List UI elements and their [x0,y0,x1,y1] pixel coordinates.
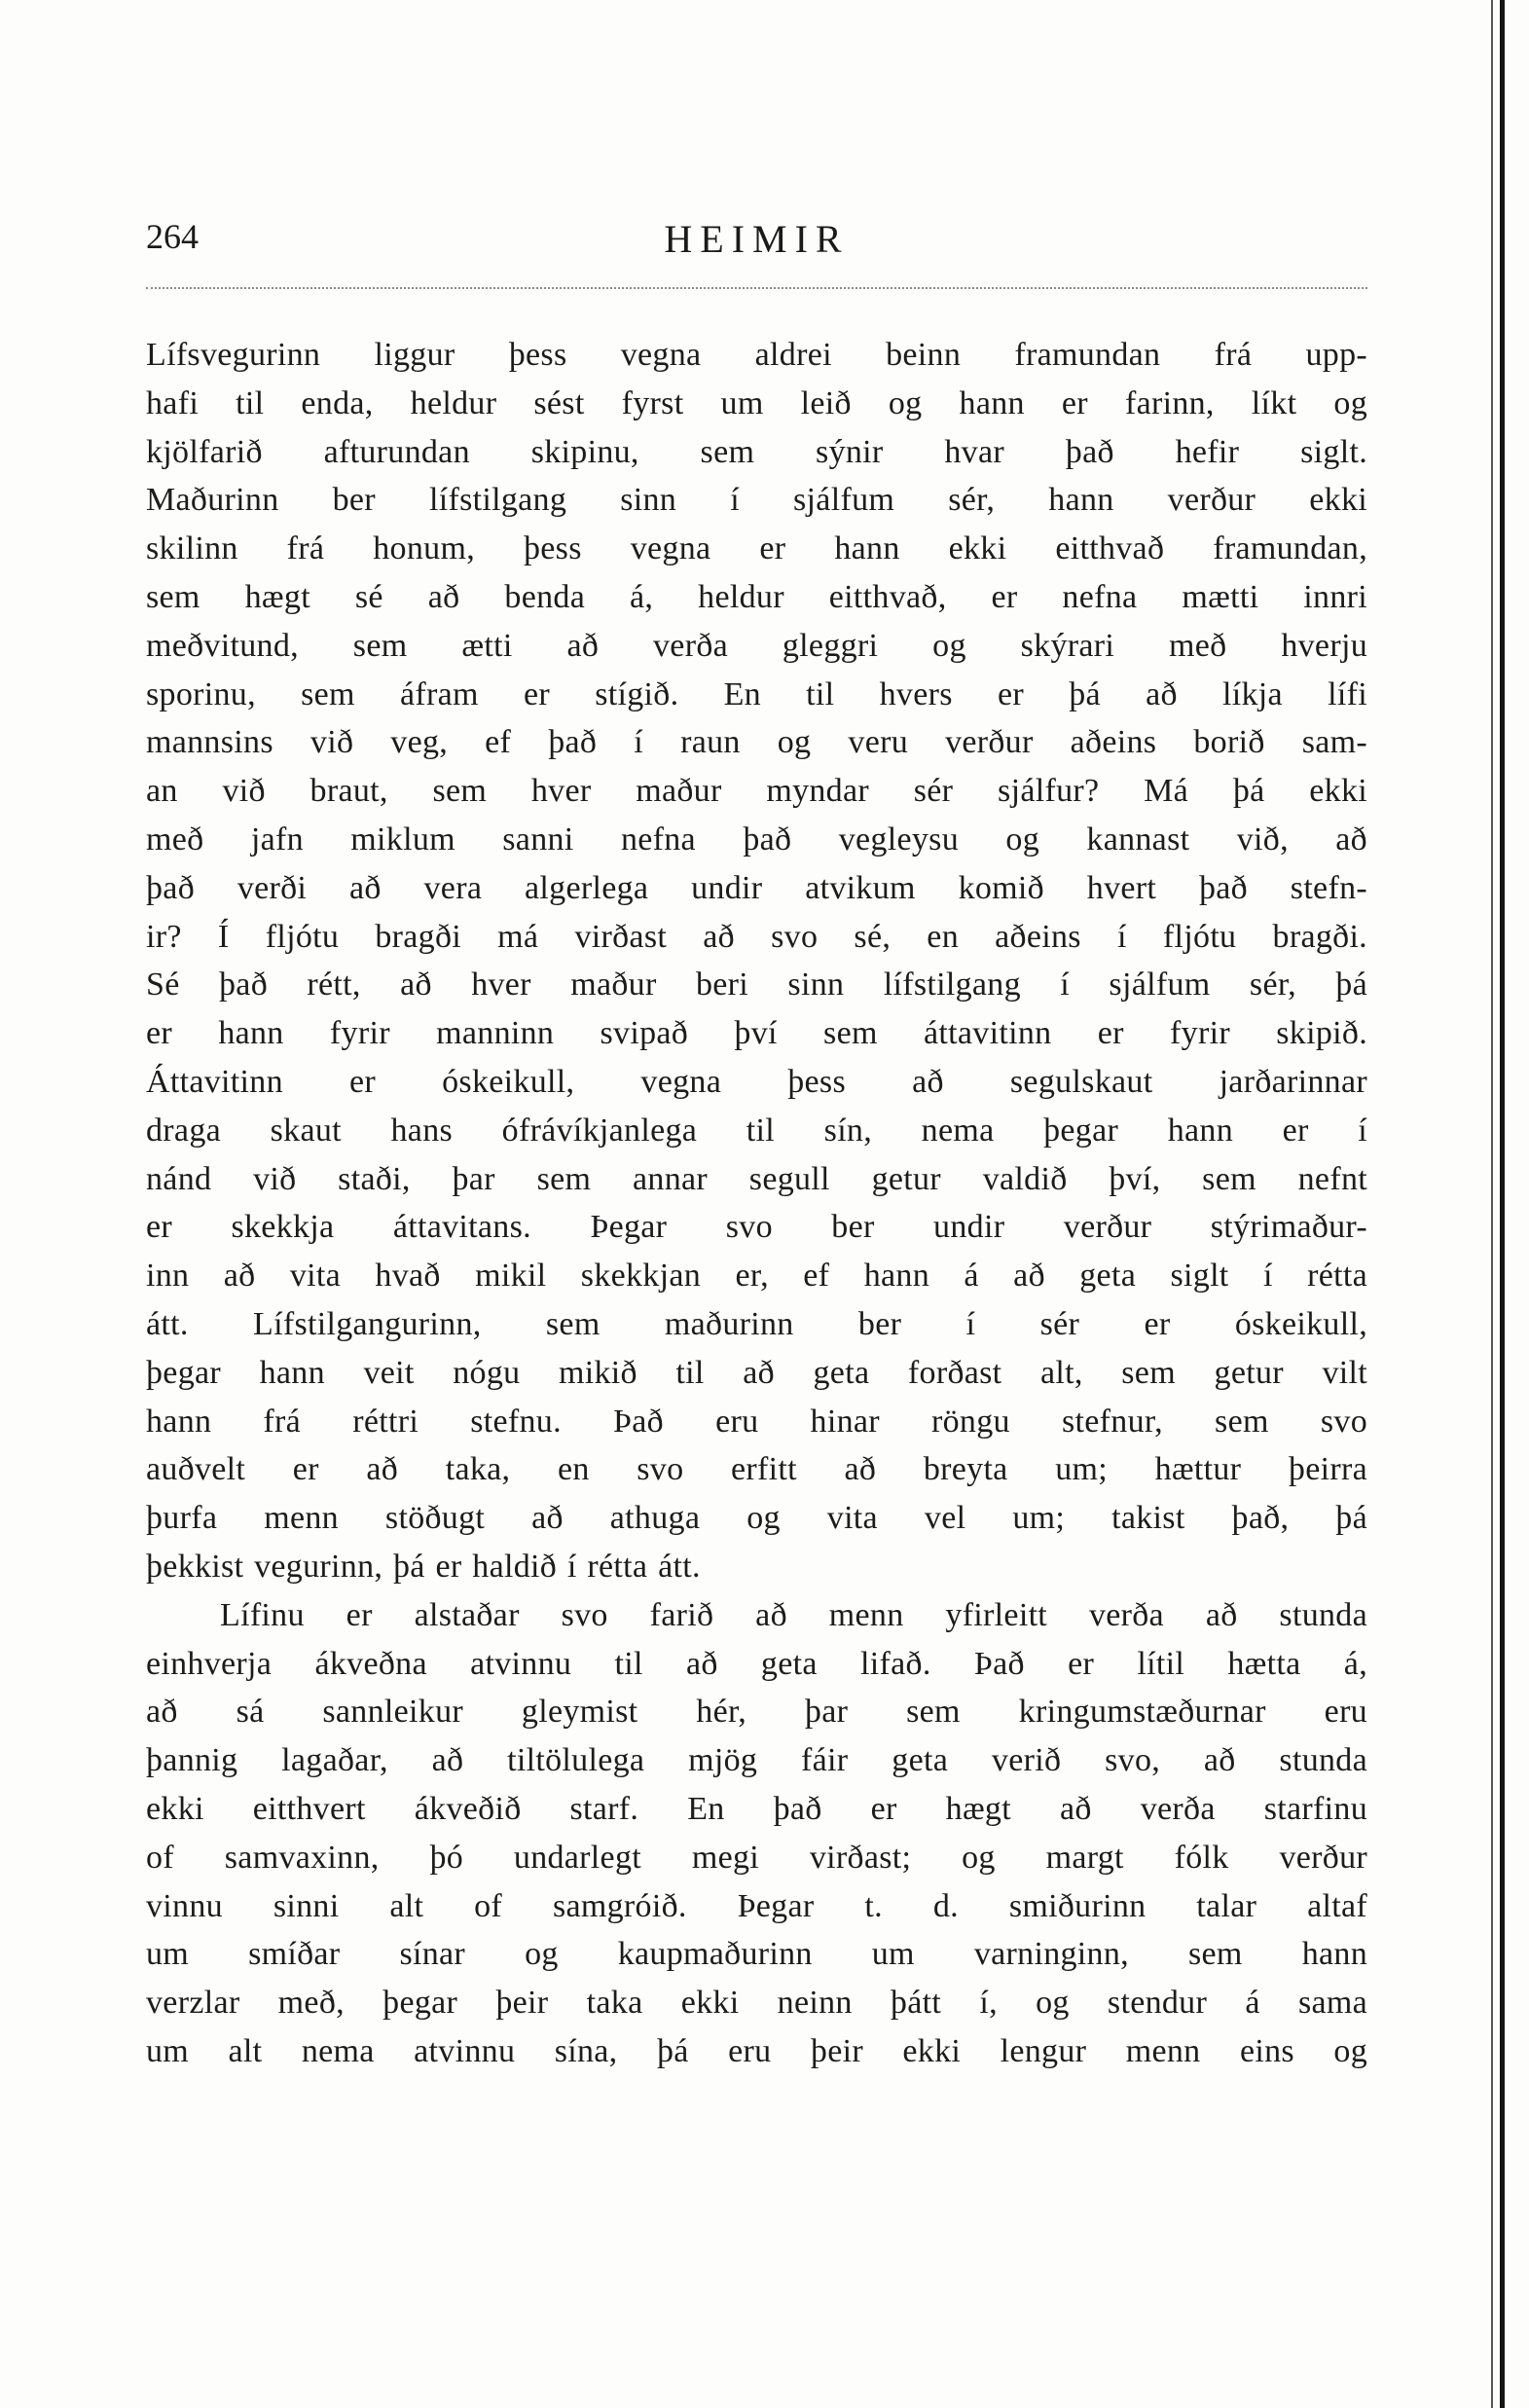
text-line: Lífsvegurinn liggur þess vegna aldrei beinn framundan frá upp- [146,337,1367,373]
text-line: nánd við staði, þar sem annar segull getur valdið því, sem nefnt [146,1160,1367,1197]
body-text [146,331,1367,2076]
text-line: hafi til enda, heldur sést fyrst um leið og hann er farinn, líkt og [146,384,1367,421]
text-line: um alt nema atvinnu sína, þá eru þeir ekki lengur menn eins og [146,2032,1367,2069]
header-rule [146,287,1367,289]
text-line: vinnu sinni alt of samgróið. Þegar t. d. smiðurinn talar altaf [146,1887,1367,1924]
text-line: sporinu, sem áfram er stígið. En til hvers er þá að líkja lífi [146,675,1367,712]
text-line: átt. Lífstilgangurinn, sem maðurinn ber í sér er óskeikull, [146,1305,1367,1342]
text-line: með jafn miklum sanni nefna það vegleysu og kannast við, að [146,821,1367,857]
text-line: draga skaut hans ófrávíkjanlega til sín, nema þegar hann er í [146,1112,1367,1149]
running-title: HEIMIR [664,217,850,261]
page-edge-shadow [1491,0,1493,2408]
text-line: hann frá réttri stefnu. Það eru hinar röngu stefnur, sem svo [146,1403,1367,1440]
text-line: meðvitund, sem ætti að verða gleggri og skýrari með hverju [146,627,1367,664]
text-line: an við braut, sem hver maður myndar sér sjálfur? Má þá ekki [146,773,1367,810]
page-edge-binding [1500,0,1505,2408]
text-line: Áttavitinn er óskeikull, vegna þess að segulskaut jarðarinnar [146,1063,1367,1100]
text-line: verzlar með, þegar þeir taka ekki neinn þátt í, og stendur á sama [146,1985,1367,2022]
text-line: Sé það rétt, að hver maður beri sinn lífstilgang í sjálfum sér, þá [146,967,1367,1003]
text-line: ekki eitthvert ákveðið starf. En það er hægt að verða starfinu [146,1790,1367,1827]
text-line-paragraph-end: þekkist vegurinn, þá er haldið í rétta átt. [146,1548,701,1585]
text-line: sem hægt sé að benda á, heldur eitthvað, er nefna mætti innri [146,578,1367,615]
text-line: einhverja ákveðna atvinnu til að geta lifað. Það er lítil hætta á, [146,1645,1367,1682]
text-line: ir? Í fljótu bragði má virðast að svo sé, en aðeins í fljótu bragði. [146,918,1367,955]
text-line: þegar hann veit nógu mikið til að geta forðast alt, sem getur vilt [146,1354,1367,1391]
text-line: inn að vita hvað mikil skekkjan er, ef hann á að geta siglt í rétta [146,1258,1367,1295]
text-line: þurfa menn stöðugt að athuga og vita vel um; takist það, þá [146,1500,1367,1537]
page-header [146,216,1367,274]
text-line: Maðurinn ber lífstilgang sinn í sjálfum sér, hann verður ekki [146,482,1367,519]
text-line: þannig lagaðar, að tiltölulega mjög fáir geta verið svo, að stunda [146,1742,1367,1779]
text-line: kjölfarið afturundan skipinu, sem sýnir hvar það hefir siglt. [146,433,1367,470]
text-line-paragraph-start: Lífinu er alstaðar svo farið að menn yfirleitt verða að stunda [220,1596,1367,1633]
text-line: það verði að vera algerlega undir atvikum komið hvert það stefn- [146,869,1367,906]
page-number: 264 [146,217,199,256]
text-line: er skekkja áttavitans. Þegar svo ber undir verður stýrimaður- [146,1209,1367,1246]
text-line: skilinn frá honum, þess vegna er hann ekki eitthvað framundan, [146,530,1367,567]
text-line: að sá sannleikur gleymist hér, þar sem kringumstæðurnar eru [146,1694,1367,1731]
text-line: mannsins við veg, ef það í raun og veru verður aðeins borið sam- [146,724,1367,761]
text-line: er hann fyrir manninn svipað því sem áttavitinn er fyrir skipið. [146,1015,1367,1052]
text-line: auðvelt er að taka, en svo erfitt að breyta um; hættur þeirra [146,1451,1367,1488]
text-line: um smíðar sínar og kaupmaðurinn um varninginn, sem hann [146,1936,1367,1973]
text-line: of samvaxinn, þó undarlegt megi virðast; og margt fólk verður [146,1839,1367,1876]
